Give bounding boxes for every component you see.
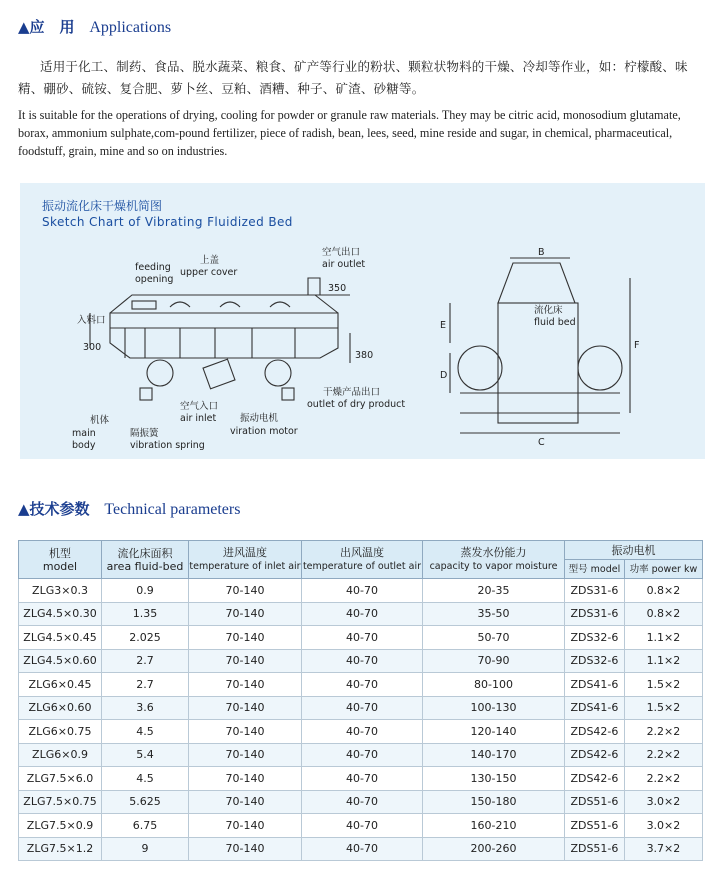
table-row [19, 767, 703, 791]
table-cell: 4.5 [102, 767, 189, 791]
table-cell: 1.5×2 [624, 696, 702, 720]
table-cell: ZDS32-6 [565, 649, 625, 673]
label-feeding-en-1: feeding [135, 262, 171, 273]
diagram-title-en: Sketch Chart of Vibrating Fluidized Bed [42, 215, 293, 229]
table-cell: 3.0×2 [624, 814, 702, 838]
table-cell: 6.75 [102, 814, 189, 838]
table-row [19, 790, 703, 814]
table-cell: 40-70 [302, 837, 423, 861]
table-cell: 40-70 [302, 673, 423, 697]
table-cell: 40-70 [302, 649, 423, 673]
table-cell: ZLG7.5×6.0 [19, 767, 102, 791]
label-dim-c: C [538, 437, 545, 448]
table-row [19, 720, 703, 744]
label-fluid-bed-en: fluid bed [534, 317, 576, 328]
table-cell: 70-140 [189, 743, 302, 767]
label-main-body-en-1: main [72, 428, 96, 439]
table-cell: ZDS51-6 [565, 790, 625, 814]
table-cell: 70-140 [189, 767, 302, 791]
table-cell: ZDS42-6 [565, 720, 625, 744]
table-cell: 70-140 [189, 814, 302, 838]
label-product-outlet-en: outlet of dry product [307, 399, 406, 410]
table-cell: 3.0×2 [624, 790, 702, 814]
table-row [19, 649, 703, 673]
table-cell: 70-140 [189, 837, 302, 861]
table-row [19, 579, 703, 603]
table-cell: 4.5 [102, 720, 189, 744]
technical-title-en: Technical parameters [104, 501, 241, 518]
table-cell: 70-140 [189, 673, 302, 697]
table-cell: ZLG6×0.60 [19, 696, 102, 720]
table-cell: 40-70 [302, 790, 423, 814]
table-row [19, 814, 703, 838]
table-cell: 1.35 [102, 602, 189, 626]
table-cell: 40-70 [302, 767, 423, 791]
table-cell: 2.025 [102, 626, 189, 650]
table-cell: 120-140 [423, 720, 565, 744]
table-cell: ZLG7.5×0.9 [19, 814, 102, 838]
label-motor-en: viration motor [230, 426, 298, 437]
table-cell: ZDS31-6 [565, 579, 625, 603]
table-cell: 160-210 [423, 814, 565, 838]
table-row [19, 743, 703, 767]
applications-title-zh: ▲应 用 [18, 18, 75, 36]
label-feeding-zh: 入料口 [77, 315, 106, 326]
applications-title-en: Applications [89, 19, 172, 36]
table-cell: ZDS32-6 [565, 626, 625, 650]
table-cell: 100-130 [423, 696, 565, 720]
table-cell: 0.8×2 [624, 579, 702, 603]
table-cell: 35-50 [423, 602, 565, 626]
label-dim-e: E [440, 320, 447, 331]
table-cell: 40-70 [302, 696, 423, 720]
table-cell: 0.8×2 [624, 602, 702, 626]
table-cell: 1.1×2 [624, 626, 702, 650]
label-fluid-bed-zh: 流化床 [534, 305, 563, 316]
label-air-outlet-en: air outlet [322, 259, 366, 270]
label-dim-380: 380 [355, 350, 374, 361]
table-cell: 40-70 [302, 743, 423, 767]
table-row [19, 837, 703, 861]
table-cell: 50-70 [423, 626, 565, 650]
th-capacity: 蒸发水份能力 capacity to vapor moisture [423, 541, 565, 579]
th-motor-model: 型号 model [565, 560, 625, 579]
th-area: 流化床面积 area fluid-bed [102, 541, 189, 579]
th-motor: 振动电机 [565, 541, 703, 560]
technical-title-zh: ▲技术参数 [18, 500, 90, 518]
label-main-body-en-2: body [72, 440, 96, 451]
sketch-chart-panel [20, 183, 705, 459]
table-cell: 70-140 [189, 602, 302, 626]
table-cell: 40-70 [302, 626, 423, 650]
table-cell: 70-140 [189, 649, 302, 673]
table-cell: 1.1×2 [624, 649, 702, 673]
table-cell: 150-180 [423, 790, 565, 814]
table-cell: ZLG7.5×1.2 [19, 837, 102, 861]
table-cell: ZLG4.5×0.30 [19, 602, 102, 626]
table-cell: ZLG4.5×0.60 [19, 649, 102, 673]
table-cell: ZDS41-6 [565, 673, 625, 697]
table-cell: 140-170 [423, 743, 565, 767]
table-cell: 40-70 [302, 579, 423, 603]
table-cell: 5.4 [102, 743, 189, 767]
label-spring-en: vibration spring [130, 440, 205, 451]
label-upper-cover-en: upper cover [180, 267, 238, 278]
table-cell: ZDS51-6 [565, 814, 625, 838]
label-air-outlet-zh: 空气出口 [322, 247, 361, 258]
table-cell: 130-150 [423, 767, 565, 791]
table-row [19, 626, 703, 650]
table-cell: 80-100 [423, 673, 565, 697]
label-feeding-en-2: opening [135, 274, 174, 285]
table-cell: 40-70 [302, 602, 423, 626]
table-cell: ZLG7.5×0.75 [19, 790, 102, 814]
table-cell: 5.625 [102, 790, 189, 814]
table-cell: 70-140 [189, 696, 302, 720]
table-cell: ZLG6×0.75 [19, 720, 102, 744]
technical-parameters-table [18, 540, 703, 861]
table-cell: ZDS51-6 [565, 837, 625, 861]
table-cell: 40-70 [302, 720, 423, 744]
label-dim-300: 300 [83, 342, 102, 353]
technical-heading [18, 498, 240, 519]
table-cell: 9 [102, 837, 189, 861]
th-motor-power: 功率 power kw [624, 560, 702, 579]
applications-text-en: It is suitable for the operations of drying, cooling for powder or granule raw materials. They may be citric acid, monosodium glutamate, borax, ammonium sulphate,com-pound fertilizer, piece of radish, bean, lees, seed, mine reside and sugar, in chemical, pharmaceutical, foodstuff, grain, mine and so on industries. [18, 108, 681, 158]
diagram-title-zh: 振动流化床干燥机简图 [42, 199, 163, 213]
label-dim-350: 350 [328, 283, 347, 294]
table-cell: ZLG3×0.3 [19, 579, 102, 603]
label-product-outlet-zh: 干燥产品出口 [323, 387, 381, 398]
table-cell: 70-140 [189, 626, 302, 650]
table-cell: 3.6 [102, 696, 189, 720]
label-dim-f: F [634, 340, 640, 351]
table-row [19, 673, 703, 697]
label-main-body-zh: 机体 [90, 415, 110, 426]
table-cell: 2.2×2 [624, 743, 702, 767]
label-motor-zh: 振动电机 [240, 413, 279, 424]
table-cell: 1.5×2 [624, 673, 702, 697]
th-inlet-temp: 进风温度 temperature of inlet air [189, 541, 302, 579]
table-cell: ZDS42-6 [565, 743, 625, 767]
table-cell: ZLG6×0.9 [19, 743, 102, 767]
table-cell: 2.2×2 [624, 767, 702, 791]
table-cell: ZDS31-6 [565, 602, 625, 626]
table-row [19, 696, 703, 720]
table-row [19, 602, 703, 626]
table-cell: 2.7 [102, 673, 189, 697]
table-cell: 2.7 [102, 649, 189, 673]
th-model: 机型 model [19, 541, 102, 579]
label-air-inlet-en: air inlet [180, 413, 217, 424]
th-outlet-temp: 出风温度 temperature of outlet air [302, 541, 423, 579]
table-cell: 40-70 [302, 814, 423, 838]
table-cell: 70-140 [189, 720, 302, 744]
table-cell: 70-140 [189, 579, 302, 603]
label-dim-b: B [538, 247, 545, 258]
table-cell: 70-90 [423, 649, 565, 673]
table-cell: 70-140 [189, 790, 302, 814]
table-cell: ZLG4.5×0.45 [19, 626, 102, 650]
table-cell: 200-260 [423, 837, 565, 861]
label-spring-zh: 隔振簧 [130, 428, 159, 439]
applications-text-zh: 适用于化工、制药、食品、脱水蔬菜、粮食、矿产等行业的粉状、颗粒状物料的干燥、冷却等作业，如：柠檬酸、味精、硼砂、硫铵、复合肥、萝卜丝、豆粕、酒糟、种子、矿渣、砂糖等。 [18, 59, 688, 96]
label-upper-cover-zh: 上盖 [200, 255, 220, 266]
table-cell: ZLG6×0.45 [19, 673, 102, 697]
table-cell: 0.9 [102, 579, 189, 603]
label-dim-d: D [440, 370, 448, 381]
table-cell: 20-35 [423, 579, 565, 603]
label-air-inlet-zh: 空气入口 [180, 401, 219, 412]
table-cell: ZDS42-6 [565, 767, 625, 791]
applications-heading [18, 16, 171, 37]
table-cell: 3.7×2 [624, 837, 702, 861]
table-cell: ZDS41-6 [565, 696, 625, 720]
table-cell: 2.2×2 [624, 720, 702, 744]
